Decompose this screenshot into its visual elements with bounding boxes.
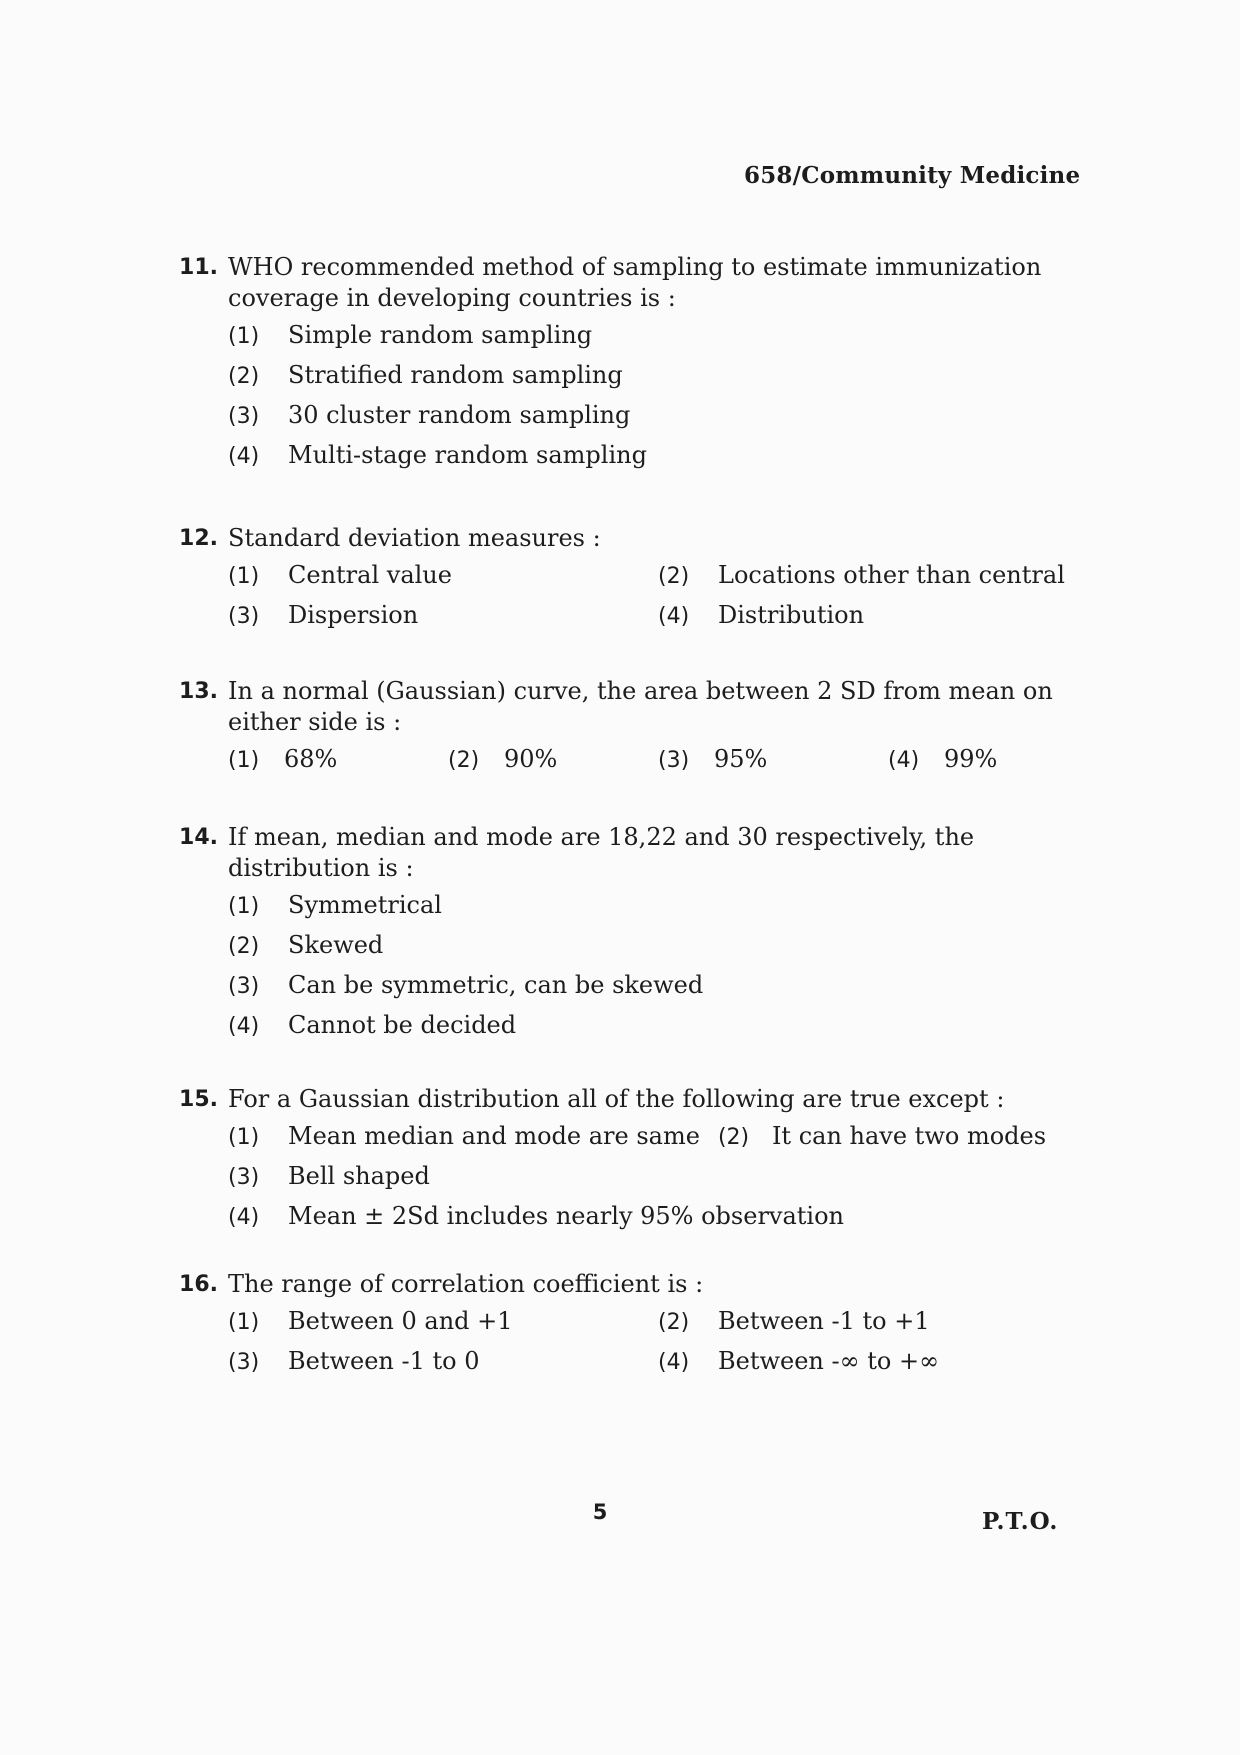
option-number: (3) <box>228 974 260 999</box>
option-3 <box>228 600 658 640</box>
option-text: Between -1 to 0 <box>288 1347 480 1375</box>
option-1 <box>228 320 1100 360</box>
option-text: 99% <box>944 745 998 773</box>
option-4 <box>658 1346 1118 1386</box>
option-text: 95% <box>714 745 768 773</box>
option-text: Skewed <box>288 931 384 959</box>
question-number: 12. <box>179 526 218 551</box>
option-1 <box>228 744 448 784</box>
option-number: (2) <box>228 364 260 389</box>
option-text: Can be symmetric, can be skewed <box>288 971 704 999</box>
option-number: (3) <box>658 748 690 773</box>
option-text: 90% <box>504 745 558 773</box>
question-14 <box>160 822 1100 1050</box>
option-number: (3) <box>228 604 260 629</box>
option-number: (1) <box>228 748 260 773</box>
option-1 <box>228 560 658 600</box>
option-text: Distribution <box>718 601 865 629</box>
option-4 <box>228 1010 1100 1050</box>
option-text: Bell shaped <box>288 1162 430 1190</box>
question-15 <box>160 1084 1100 1241</box>
question-13 <box>160 676 1100 784</box>
option-list <box>228 890 1100 1050</box>
option-number: (2) <box>717 1125 750 1150</box>
option-text: Between -∞ to +∞ <box>718 1347 940 1375</box>
option-list <box>228 1306 1100 1386</box>
option-number: (1) <box>228 894 260 919</box>
option-number: (4) <box>658 1350 690 1375</box>
option-number: (1) <box>228 1125 260 1150</box>
option-3 <box>228 1346 658 1386</box>
option-1 <box>228 1306 658 1346</box>
option-number: (4) <box>228 1014 260 1039</box>
pto-label: P.T.O. <box>982 1508 1059 1535</box>
option-text: Mean ± 2Sd includes nearly 95% observation <box>288 1202 845 1230</box>
page-number: 5 <box>592 1500 608 1524</box>
option-number: (4) <box>228 444 260 469</box>
option-list <box>228 744 1100 784</box>
question-text: If mean, median and mode are 18,22 and 30 respectively, the distribution is : <box>228 823 975 882</box>
question-text: The range of correlation coefficient is : <box>228 1270 704 1298</box>
question-11 <box>160 252 1100 480</box>
option-text: Stratified random sampling <box>288 361 623 389</box>
option-3 <box>228 970 1100 1010</box>
page-header: 658/Community Medicine <box>744 162 1081 189</box>
question-12 <box>160 523 1100 640</box>
option-3 <box>228 400 1100 440</box>
option-2 <box>228 930 1100 970</box>
option-text: Symmetrical <box>288 891 442 919</box>
option-2 <box>658 560 1118 600</box>
option-number: (1) <box>228 1310 260 1335</box>
option-text: Locations other than central <box>718 561 1065 589</box>
option-row <box>228 1121 1100 1161</box>
option-number: (4) <box>658 604 690 629</box>
question-text: In a normal (Gaussian) curve, the area between 2 SD from mean on either side is : <box>228 677 1053 736</box>
option-2 <box>228 360 1100 400</box>
option-number: (2) <box>448 748 480 773</box>
option-number: (4) <box>228 1205 260 1230</box>
option-3 <box>228 1161 1100 1201</box>
option-number: (3) <box>228 404 260 429</box>
option-1 <box>228 890 1100 930</box>
option-number: (2) <box>658 1310 690 1335</box>
option-list <box>228 320 1100 480</box>
question-text: For a Gaussian distribution all of the following are true except : <box>228 1085 1005 1113</box>
option-text: Between 0 and +1 <box>288 1307 513 1335</box>
question-16 <box>160 1269 1100 1386</box>
option-number: (2) <box>228 934 260 959</box>
option-text: Mean median and mode are same <box>288 1122 700 1150</box>
option-text: Cannot be decided <box>288 1011 517 1039</box>
option-text: Central value <box>288 561 452 589</box>
option-3 <box>658 744 888 784</box>
question-number: 14. <box>179 825 218 850</box>
option-4 <box>228 1201 1100 1241</box>
option-text: Dispersion <box>288 601 419 629</box>
option-2 <box>658 1306 1118 1346</box>
option-number: (1) <box>228 564 260 589</box>
option-list <box>228 1121 1100 1241</box>
option-text: It can have two modes <box>771 1122 1047 1150</box>
option-text: 30 cluster random sampling <box>288 401 631 429</box>
question-number: 11. <box>179 255 218 280</box>
option-number: (1) <box>228 324 260 349</box>
option-2 <box>448 744 658 784</box>
option-4 <box>228 440 1100 480</box>
question-number: 13. <box>179 679 218 704</box>
option-text: Between -1 to +1 <box>718 1307 930 1335</box>
option-text: Simple random sampling <box>288 321 593 349</box>
option-number: (3) <box>228 1165 260 1190</box>
option-text: Multi-stage random sampling <box>288 441 647 469</box>
question-number: 16. <box>179 1272 218 1297</box>
option-4 <box>658 600 1118 640</box>
option-number: (2) <box>658 564 690 589</box>
question-number: 15. <box>179 1087 218 1112</box>
option-number: (4) <box>888 748 920 773</box>
option-list <box>228 560 1100 640</box>
question-text: WHO recommended method of sampling to estimate immunization coverage in developing countries is : <box>228 253 1042 312</box>
option-number: (3) <box>228 1350 260 1375</box>
question-text: Standard deviation measures : <box>228 524 601 552</box>
option-text: 68% <box>284 745 338 773</box>
option-4 <box>888 744 1098 784</box>
